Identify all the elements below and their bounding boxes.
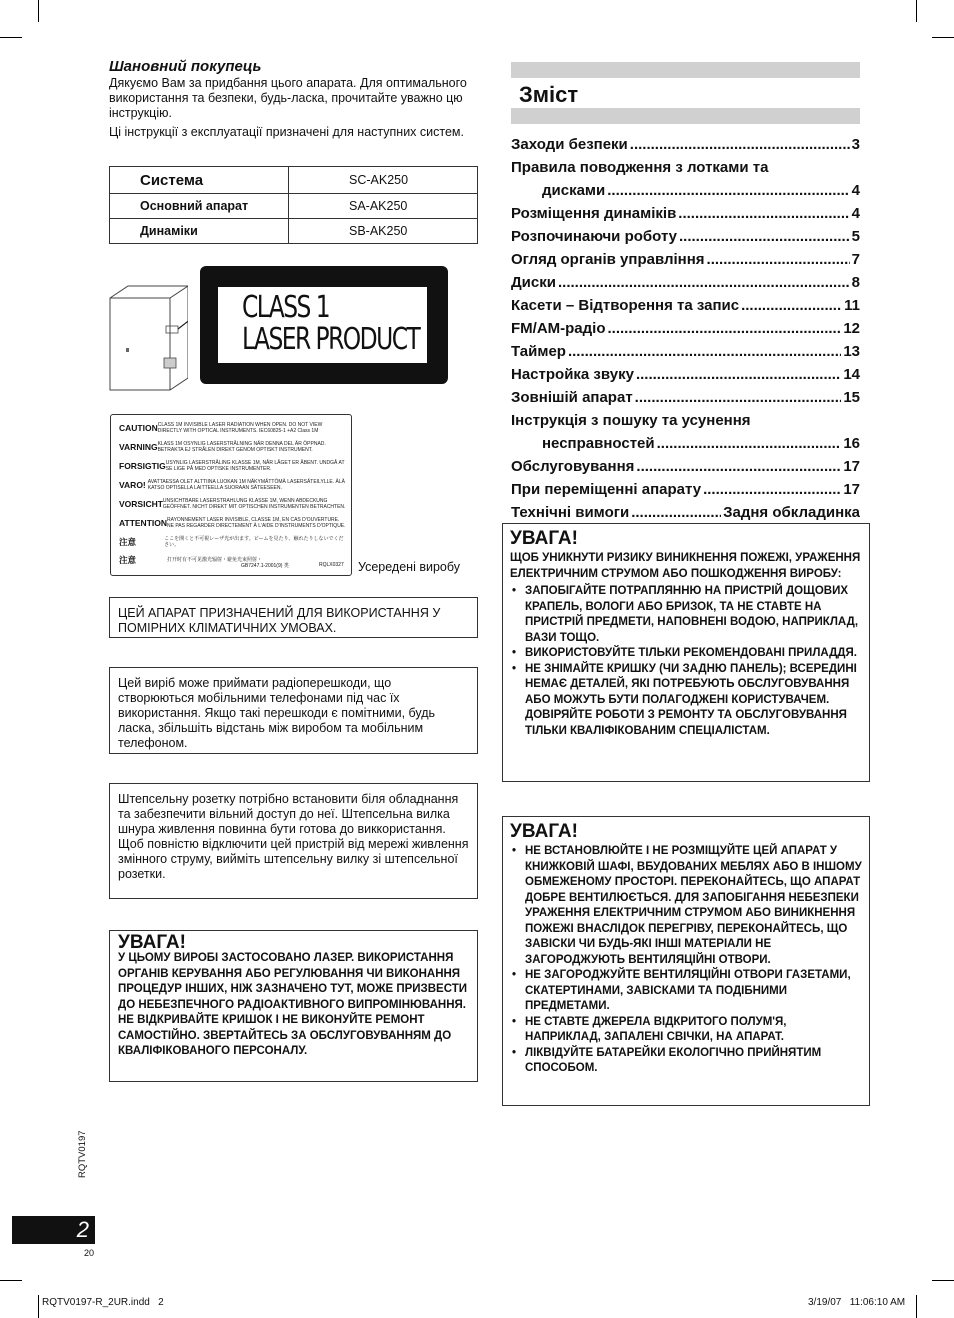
list-item — [119, 457, 347, 475]
toc-label: При переміщенні апарату — [511, 481, 702, 498]
label-key: CAUTION — [119, 423, 158, 433]
toc-item[interactable] — [511, 248, 860, 271]
toc-page: 17 — [843, 458, 860, 475]
label-key: VORSICHT — [119, 499, 163, 509]
crop-mark — [932, 37, 954, 38]
label-code: GB7247.1-2001(9) 类 — [241, 563, 289, 569]
toc-label: Зовнішій апарат — [511, 389, 633, 406]
climate-note: ЦЕЙ АПАРАТ ПРИЗНАЧЕНИЙ ДЛЯ ВИКОРИСТАННЯ У ПОМІРНИХ КЛІМАТИЧНИХ УМОВАХ. — [109, 597, 478, 638]
socket-note: Штепсельну розетку потрібно встановити біля обладнання та забезпечити вільний доступ до неї. Штепсельна вилка шнура живлення повинна бути готова до виккористання. Щоб повністю відключити цей пристрій від мережі живлення змінного струму, вийміть штепсельну вилку зі штепсельної розетки. — [109, 783, 478, 899]
main-unit-value: SA-AK250 — [289, 194, 478, 219]
laser-label-inner — [218, 287, 427, 363]
toc-item[interactable] — [511, 478, 860, 501]
greeting-paragraph: Ці інструкції з експлуатації призначені для наступних систем. — [109, 125, 464, 139]
label-text: UNSICHTBARE LASERSTRAHLUNG KLASSE 1M, WENN ABDECKUNG GEÖFFNET. NICHT DIREKT MIT OPTISCHEN INSTRUMENTEN BETRACHTEN. — [162, 498, 346, 510]
toc-page: 4 — [851, 182, 860, 199]
label-text: ここを開くと不可視レーザ光が出ます。ビームを見たり、触れたりしないでください。 — [164, 536, 344, 548]
toc-page: 8 — [851, 274, 860, 291]
toc-item[interactable] — [511, 432, 860, 455]
toc-item[interactable] — [511, 179, 860, 202]
list-item: • НЕ ЗНІМАЙТЕ КРИШКУ (ЧИ ЗАДНЮ ПАНЕЛЬ); ВСЕРЕДИНІ НЕМАЄ ДЕТАЛЕЙ, ЯКІ ПОТРЕБУЮТЬ ОБСЛУГОВУВАННЯ АБО МОЖУТЬ БУТИ ПОЛАГОДЖЕНІ КОРИСТУВАЧЕМ. ДОВІРЯЙТЕ РОБОТИ З РЕМОНТУ ТА ОБСЛУГОВУВАННЯ ТІЛЬКИ КВАЛІФІКОВАНИМ СПЕЦІАЛІСТАМ. — [510, 662, 862, 740]
crop-mark — [38, 0, 39, 22]
label-text: AVATTAESSA OLET ALTTIINA LUOKAN 1M NÄKYMÄTTÖMÄ LASERSÄTEILYLLE. ÄLÄ KATSO OPTISELLA LAITTEELLA SUORAAN SÄTEESEEN. — [147, 479, 345, 491]
sub-page-number: 20 — [84, 1248, 95, 1258]
caution-text: У ЦЬОМУ ВИРОБІ ЗАСТОСОВАНО ЛАЗЕР. ВИКОРИСТАННЯ ОРГАНІВ КЕРУВАННЯ АБО РЕГУЛЮВАННЯ ЧИ ВИКОНАННЯ ПРОЦЕДУР ІНШИХ, НІЖ ЗАЗНАЧЕНО ТУТ, МОЖЕ ПРИЗВЕСТИ ДО НЕБЕЗПЕЧНОГО РАДІОАКТИВНОГО ВИПРОМІНЮВАННЯ. НЕ ВІДКРИВАЙТЕ КРИШОК І НЕ ВИКОНУЙТЕ РЕМОНТ САМОСТІЙНО. ЗВЕРТАЙТЕСЬ ЗА ОБСЛУГОВУВАННЯМ ДО КВАЛІФІКОВАНОГО ПЕРСОНАЛУ. — [118, 952, 468, 1057]
system-value: SC-AK250 — [289, 167, 478, 194]
toc-page: 16 — [843, 435, 860, 452]
toc-item[interactable] — [511, 363, 860, 386]
label-text: CLASS 1M INVISIBLE LASER RADIATION WHEN OPEN. DO NOT VIEW DIRECTLY WITH OPTICAL INSTRUMENTS. IEC60825-1 +A2 Class 1M — [157, 422, 323, 434]
toc-label: Касети – Відтворення та запис — [511, 297, 740, 314]
label-text: USYNLIG LASERSTRÅLING KLASSE 1M, NÅR LÅGET ER ÅBENT. UNDGÅ AT SE LIGE PÅ MED OPTISKE INSTRUMENTER. — [165, 460, 345, 472]
toc-title: Зміст — [519, 82, 579, 107]
toc-page: 14 — [843, 366, 860, 383]
label-text: KLASS 1M OSYNLIG LASERSTRÅLNING NÄR DENNA DEL ÄR ÖPPNAD. BETRAKTA EJ STRÅLEN DIREKT GENOM OPTISKT INSTRUMENT. — [157, 441, 326, 453]
greeting-paragraph: Дякуємо Вам за придбання цього апарата. Для оптимального використання та безпеки, будь-ласка, прочитайте уважно цю інструкцію. — [109, 76, 467, 120]
toc-item[interactable] — [511, 501, 860, 524]
list-item — [119, 495, 347, 513]
greeting-title: Шановний покупець — [109, 58, 262, 75]
toc-page: 3 — [851, 136, 860, 153]
speakers-value: SB-AK250 — [289, 219, 478, 244]
list-item: • НЕ ЗАГОРОДЖУЙТЕ ВЕНТИЛЯЦІЙНІ ОТВОРИ ГАЗЕТАМИ, СКАТЕРТИНАМИ, ЗАВІСКАМИ ТА ПОДІБНИМИ ПРЕДМЕТАМИ. — [510, 968, 862, 1015]
radio-note: Цей виріб може приймати радіоперешкоди, що створюються мобільними телефонами під час їх використання. Якщо такі перешкоди є помітними, будь ласка, збільшіть відстань між виробом та мобільним телефоном. — [109, 667, 478, 754]
toc-label: Заходи безпеки — [511, 136, 628, 153]
toc-page: 15 — [843, 389, 860, 406]
toc-item[interactable] — [511, 294, 860, 317]
table-row — [110, 219, 478, 244]
label-key: FORSIGTIG — [119, 461, 166, 471]
list-item — [119, 514, 347, 532]
toc-page: 5 — [851, 228, 860, 245]
list-item — [119, 438, 347, 456]
list-item: • ЛІКВІДУЙТЕ БАТАРЕЙКИ ЕКОЛОГІЧНО ПРИЙНЯТИМ СПОСОБОМ. — [510, 1046, 862, 1077]
list-item — [119, 476, 347, 494]
file-name: RQTV0197-R_2UR.indd 2 — [42, 1297, 164, 1308]
device-illustration — [108, 282, 188, 392]
toc-item[interactable] — [511, 317, 860, 340]
label-text: RAYONNEMENT LASER INVISIBLE, CLASSE 1M, EN CAS D'OUVERTURE. NE PAS REGARDER DIRECTEMENT À L'AIDE D'INSTRUMENTS D'OPTIQUE. — [167, 517, 346, 529]
laser-caution-box — [109, 930, 478, 1082]
warning-list — [510, 584, 862, 739]
toc-page: 7 — [851, 251, 860, 268]
page-number-tab — [12, 1216, 95, 1244]
fire-warning-box — [502, 523, 870, 782]
toc-item[interactable] — [511, 133, 860, 156]
toc-bar-top — [511, 62, 860, 78]
toc-page: 13 — [843, 343, 860, 360]
system-table — [109, 166, 478, 244]
laser-class-text: CLASS 1 — [242, 290, 330, 325]
laser-product-text: LASER PRODUCT — [242, 322, 420, 357]
page-number: 2 — [76, 1217, 89, 1242]
label-key: ATTENTION — [119, 518, 168, 528]
toc-item[interactable] — [511, 455, 860, 478]
toc-page: 11 — [844, 297, 860, 314]
list-item: • НЕ СТАВТЕ ДЖЕРЕЛА ВІДКРИТОГО ПОЛУМ'Я, НАПРИКЛАД, ЗАПАЛЕНІ СВІЧКИ, НА АПАРАТ. — [510, 1015, 862, 1046]
list-item: • НЕ ВСТАНОВЛЮЙТЕ І НЕ РОЗМІЩУЙТЕ ЦЕЙ АПАРАТ У КНИЖКОВІЙ ШАФІ, ВБУДОВАНИХ МЕБЛЯХ АБО В ІНШОМУ ОБМЕЖЕНОМУ ПРОСТОРІ. ПЕРЕКОНАЙТЕСЬ, ЩО АПАРАТ ДОБРЕ ВЕНТИЛЮЄТЬСЯ. ДЛЯ ЗАПОБІГАННЯ НЕБЕЗПЕКИ УРАЖЕННЯ ЕЛЕКТРИЧНИМ СТРУМОМ АБО ВИНИКНЕННЯ ПОЖЕЖІ ВНАСЛІДОК ПЕРЕГРІВУ, ПЕРЕКОНАЙТЕСЬ, ЩО ЗАВІСКИ ЧИ БУДЬ-ЯКІ ІНШІ МАТЕРІАЛИ НЕ ЗАГОРОДЖУЮТЬ ВЕНТИЛЯЦІЙНІ ОТВОРИ. — [510, 844, 862, 968]
label-key: 注意 — [119, 537, 137, 547]
install-warning-box — [502, 816, 870, 1106]
list-item: • ВИКОРИСТОВУЙТЕ ТІЛЬКИ РЕКОМЕНДОВАНІ ПРИЛАДДЯ. — [510, 646, 862, 662]
toc-label: Технічні вимоги — [511, 504, 630, 521]
doc-code-vertical: RQTV0197 — [77, 1130, 88, 1178]
crop-mark — [38, 1295, 39, 1318]
laser-class-label — [200, 266, 448, 384]
list-item — [119, 419, 347, 437]
toc-label: FM/AM-радіо — [511, 320, 606, 337]
toc-label: Огляд органів управління — [511, 251, 705, 268]
crop-mark — [916, 1295, 917, 1318]
toc-item[interactable] — [511, 202, 860, 225]
label-ref: RQLX0327 — [319, 562, 344, 568]
label-key: VARNING — [119, 442, 158, 452]
toc-label: Правила поводження з лотками та — [511, 159, 769, 176]
toc-label: Обслуговування — [511, 458, 635, 475]
table-row — [110, 194, 478, 219]
toc-label: Таймер — [511, 343, 566, 360]
toc-page: 4 — [851, 205, 860, 222]
crop-mark — [932, 1280, 954, 1281]
toc-item[interactable] — [511, 386, 860, 409]
toc-label: несправностей — [542, 435, 655, 452]
list-item: • ЗАПОБІГАЙТЕ ПОТРАПЛЯННЮ НА ПРИСТРІЙ ДОЩОВИХ КРАПЕЛЬ, ВОЛОГИ АБО БРИЗОК, ТА НЕ СТАВТЕ НА ПРИСТРІЙ ПРЕДМЕТИ, НАПОВНЕНІ ВОДОЮ, НАПРИКЛАД, ВАЗИ ТОЩО. — [510, 584, 862, 646]
toc-item[interactable] — [511, 340, 860, 363]
toc-label: Розміщення динаміків — [511, 205, 677, 222]
warning-list — [510, 844, 862, 1077]
caution-title: УВАГА! — [118, 932, 186, 953]
label-key: VARO! — [119, 480, 146, 490]
table-row — [110, 167, 478, 194]
toc-item[interactable] — [511, 409, 860, 432]
list-item — [119, 533, 347, 551]
label-text: 打开时有不可见激光辐射・避免光束照射・ — [167, 557, 263, 563]
speakers-label: Динаміки — [110, 219, 289, 244]
print-timestamp: 3/19/07 11:06:10 AM — [808, 1297, 906, 1308]
label-key: 注意 — [119, 555, 137, 565]
warning-title: УВАГА! — [510, 821, 578, 842]
toc-item[interactable] — [511, 156, 860, 179]
system-label: Система — [110, 167, 289, 194]
warning-title: УВАГА! — [510, 528, 578, 549]
crop-mark — [0, 1280, 22, 1281]
toc-label: Розпочинаючи роботу — [511, 228, 678, 245]
table-of-contents — [511, 133, 860, 524]
toc-item[interactable] — [511, 271, 860, 294]
toc-label: Інструкція з пошуку та усунення — [511, 412, 751, 429]
toc-item[interactable] — [511, 225, 860, 248]
toc-page: 17 — [843, 481, 860, 498]
toc-label: Настройка звуку — [511, 366, 634, 383]
toc-bar-bottom — [511, 108, 860, 124]
toc-page: 12 — [843, 320, 860, 337]
main-unit-label: Основний апарат — [110, 194, 289, 219]
toc-label: дисками — [542, 182, 606, 199]
inside-caption: Усередені виробу — [358, 560, 460, 574]
warning-intro: ЩОБ УНИКНУТИ РИЗИКУ ВИНИКНЕННЯ ПОЖЕЖІ, УРАЖЕННЯ ЕЛЕКТРИЧНИМ СТРУМОМ АБО ПОШКОДЖЕННЯ ВИРОБУ: — [510, 552, 861, 580]
list-item — [119, 551, 347, 569]
toc-page: Задня обкладинка — [723, 504, 860, 521]
crop-mark — [0, 37, 22, 38]
greeting-text — [109, 76, 469, 144]
laser-warning-label — [110, 414, 352, 576]
toc-label: Диски — [511, 274, 556, 291]
crop-mark — [916, 0, 917, 22]
